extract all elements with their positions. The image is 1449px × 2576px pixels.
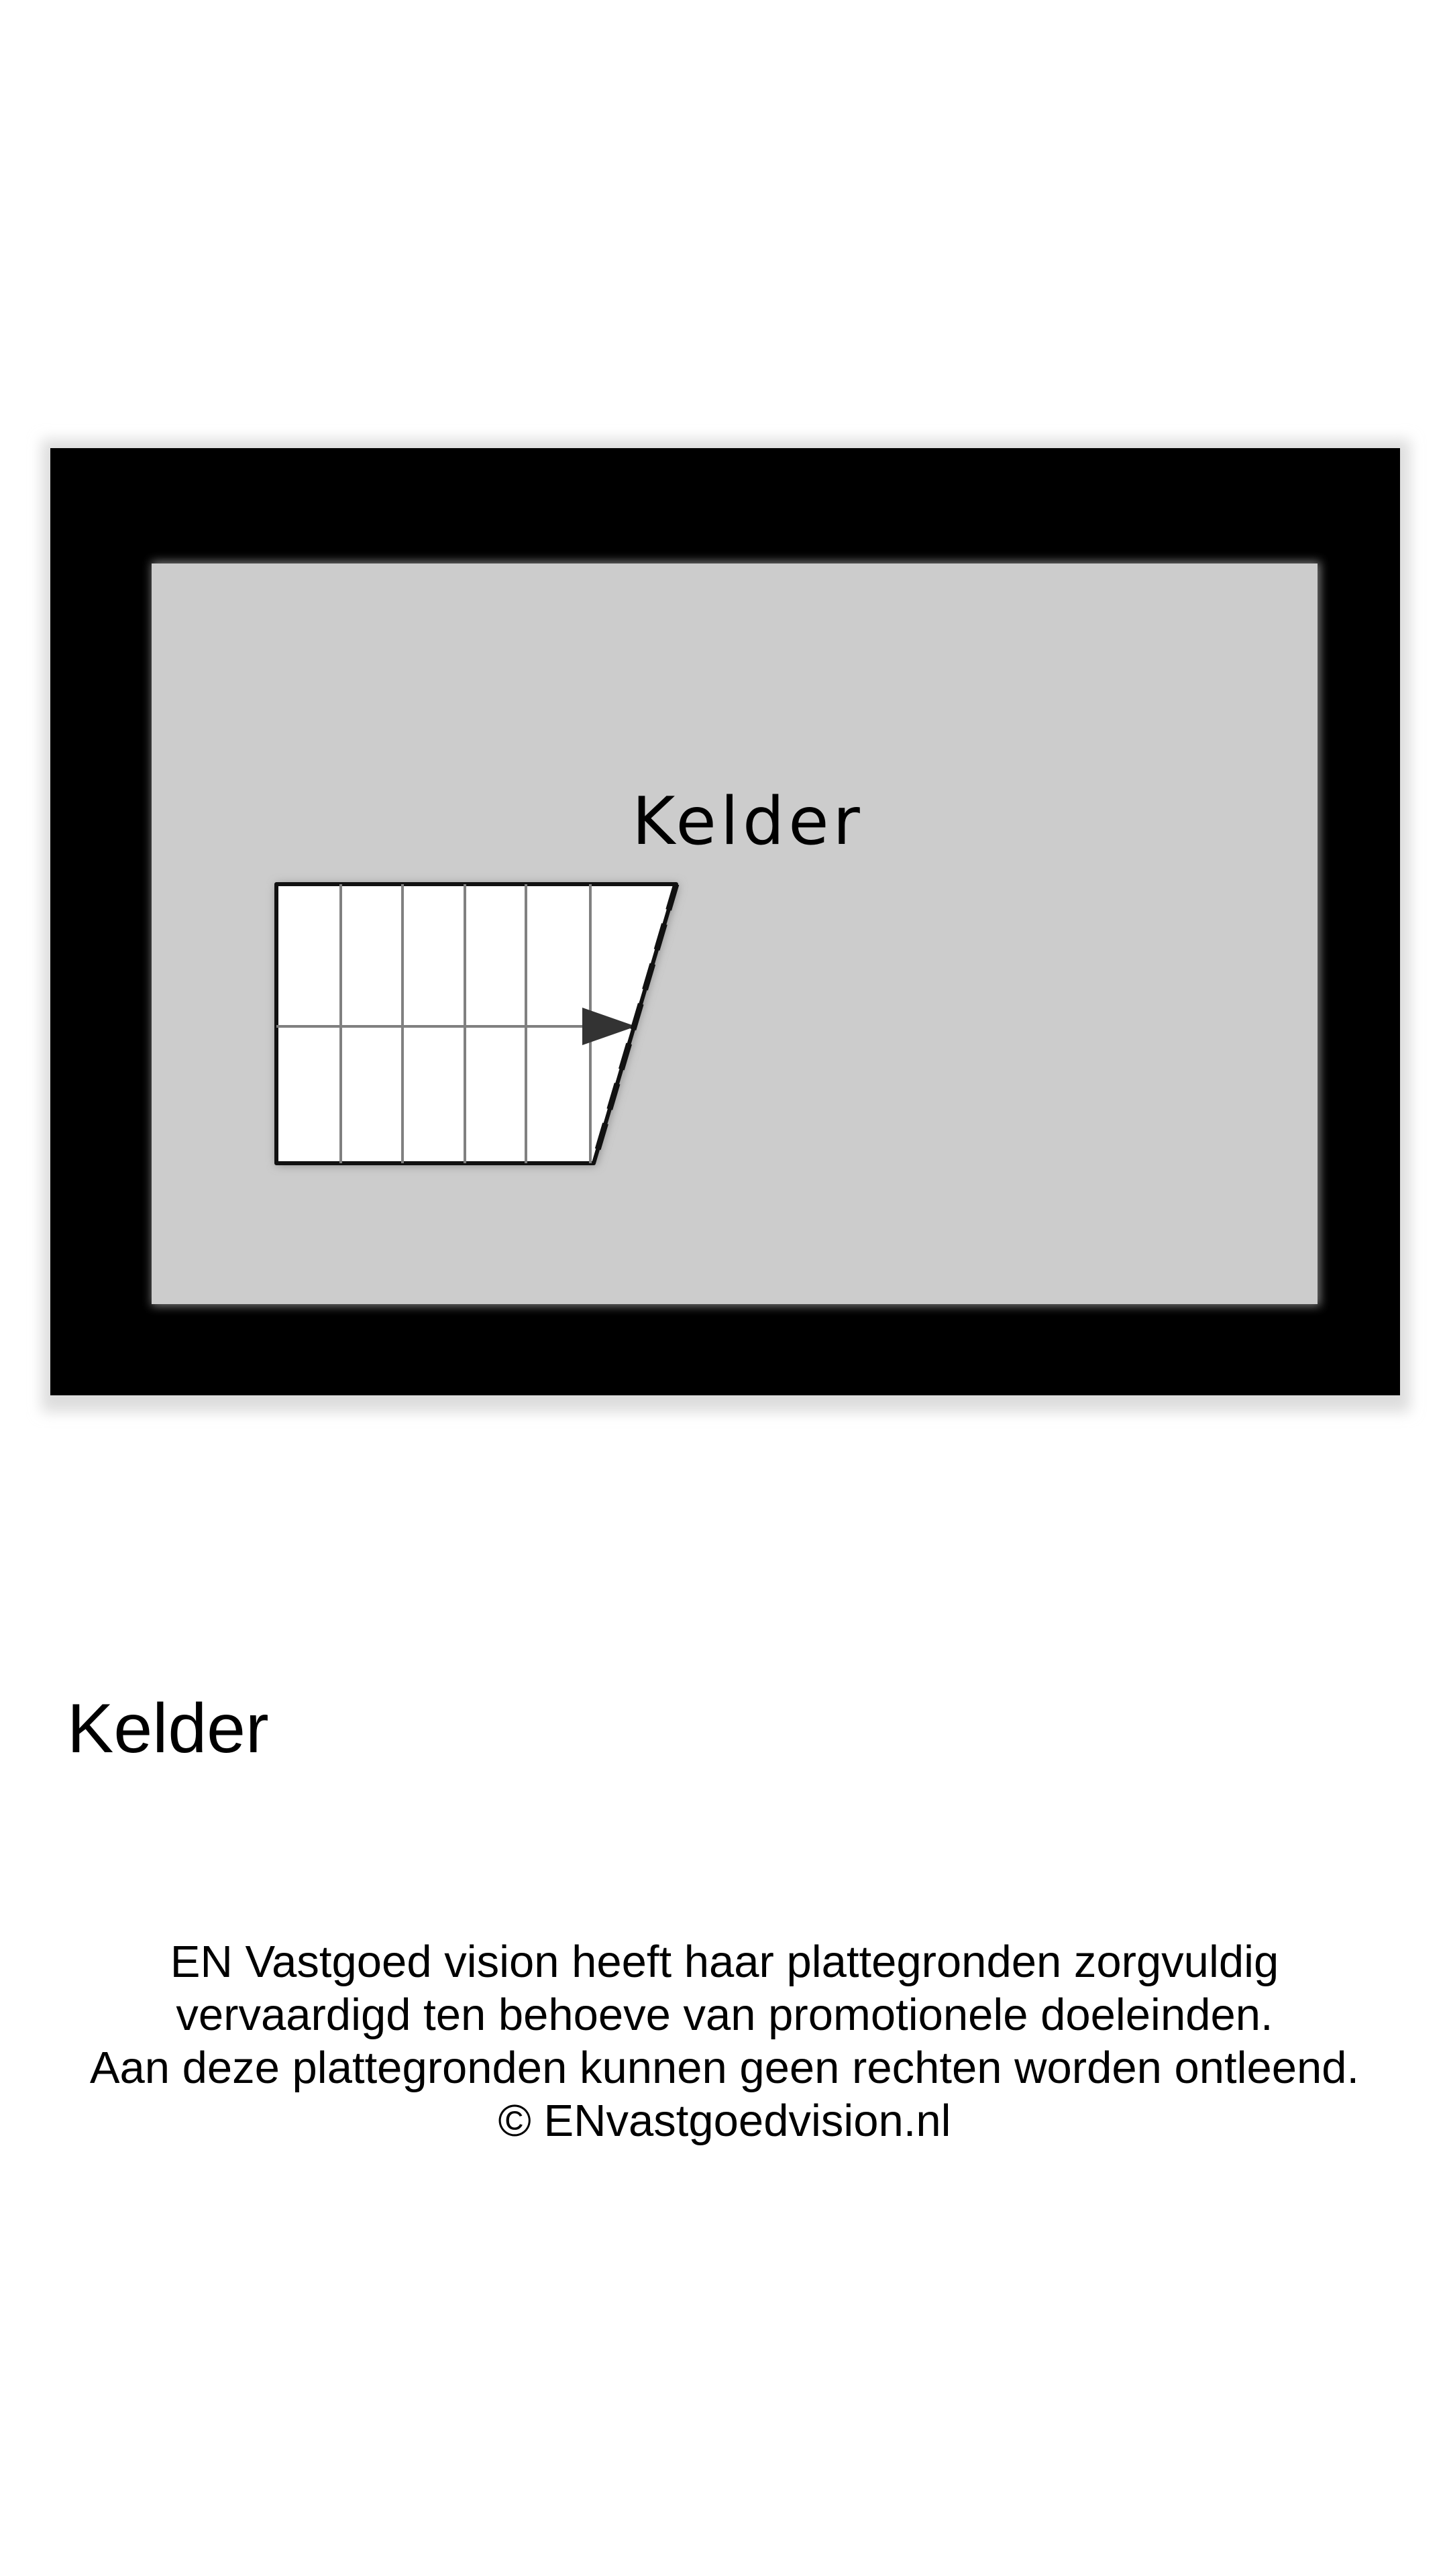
disclaimer-line: EN Vastgoed vision heeft haar plattegronden zorgvuldig [170,1937,1279,1987]
disclaimer [0,1935,1449,2147]
room-label: Kelder [632,784,864,860]
disclaimer-line: Aan deze plattegronden kunnen geen rechten worden ontleend. [89,2043,1360,2093]
disclaimer-line: vervaardigd ten behoeve van promotionele doeleinden. [176,1990,1273,2040]
floor-title: Kelder [67,1690,269,1768]
copyright-line: © ENvastgoedvision.nl [498,2096,951,2146]
